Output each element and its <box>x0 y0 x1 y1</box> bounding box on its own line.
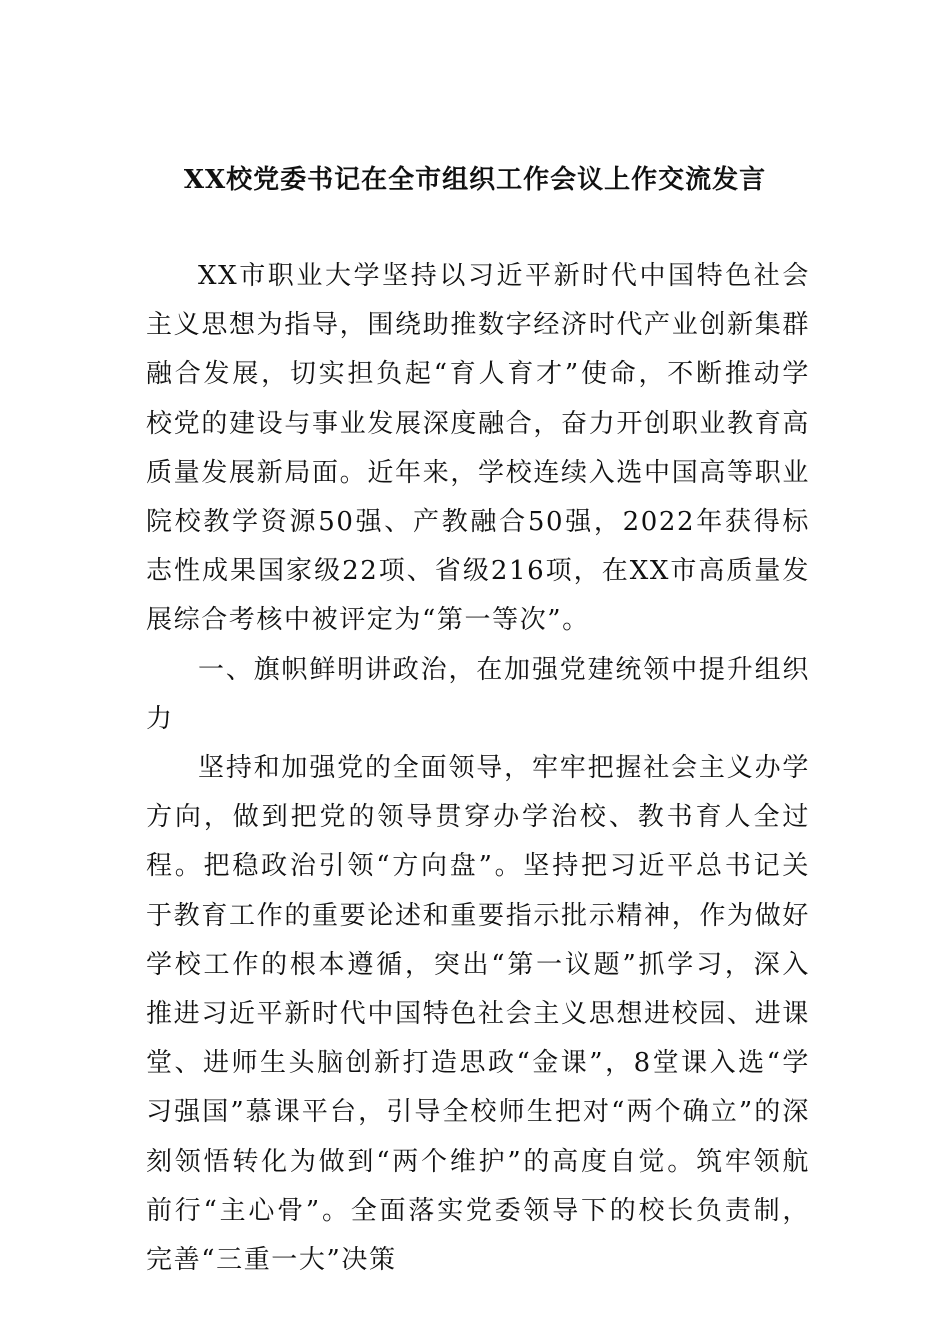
intro-paragraph: XX市职业大学坚持以习近平新时代中国特色社会主义思想为指导，围绕助推数字经济时代产业创新集群融合发展，切实担负起“育人育才”使命，不断推动学校党的建设与事业发展深度融合，奋力开创职业教育高质量发展新局面。近年来，学校连续入选中国高等职业院校教学资源50强、产教融合50强，2022年获得标志性成果国家级22项、省级216项，在XX市高质量发展综合考核中被评定为“第一等次”。 <box>146 261 810 636</box>
section-1-paragraph: 坚持和加强党的全面领导，牢牢把握社会主义办学方向，做到把党的领导贯穿办学治校、教书育人全过程。把稳政治引领“方向盘”。坚持把习近平总书记关于教育工作的重要论述和重要指示批示精神，作为做好学校工作的根本遵循，突出“第一议题”抓学习，深入推进习近平新时代中国特色社会主义思想进校园、进课堂、进师生头脑创新打造思政“金课”，8堂课入选“学习强国”慕课平台，引导全校师生把对“两个确立”的深刻领悟转化为做到“两个维护”的高度自觉。筑牢领航前行“主心骨”。全面落实党委领导下的校长负责制，完善“三重一大”决策 <box>146 753 811 1276</box>
section-heading-1: 一、旗帜鲜明讲政治，在加强党建统领中提升组织力 <box>146 654 810 734</box>
document-body <box>146 252 810 1285</box>
document-title: XX校党委书记在全市组织工作会议上作交流发言 <box>183 165 767 195</box>
